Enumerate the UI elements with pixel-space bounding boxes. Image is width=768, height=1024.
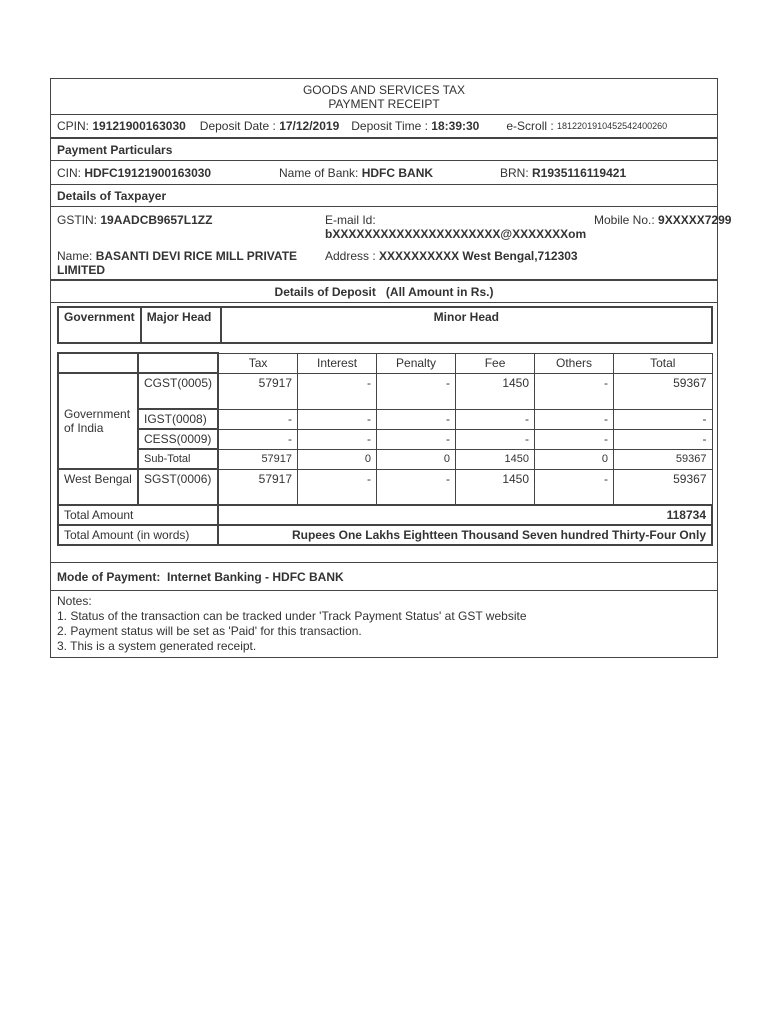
payment-particulars-heading: Payment Particulars xyxy=(51,139,717,161)
cpin-value: 19121900163030 xyxy=(92,119,186,133)
deposit-date-value: 17/12/2019 xyxy=(279,119,340,133)
receipt-title: GOODS AND SERVICES TAX xyxy=(302,83,466,97)
bank-value: HDFC BANK xyxy=(361,165,434,180)
value-cell: - xyxy=(456,409,535,429)
header-total: Total xyxy=(614,353,712,373)
value-cell: 0 xyxy=(298,449,377,469)
address-label: Address : xyxy=(325,249,376,263)
value-cell: 57917 xyxy=(218,449,298,469)
value-cell: 59367 xyxy=(614,373,712,409)
table-row xyxy=(58,373,712,409)
header-penalty: Penalty xyxy=(377,353,456,373)
name-value: BASANTI DEVI RICE MILL PRIVATE LIMITED xyxy=(57,249,298,277)
deposit-time-label: Deposit Time : xyxy=(351,119,428,133)
address-value: XXXXXXXXXX West Bengal,712303 xyxy=(379,249,578,263)
value-cell: - xyxy=(535,469,614,505)
payment-particulars-row xyxy=(51,161,717,185)
mode-value: Internet Banking - HDFC BANK xyxy=(167,569,344,584)
name-label: Name: xyxy=(57,249,93,263)
cin-label: CIN: xyxy=(57,165,81,180)
deposit-heading xyxy=(51,281,717,303)
value-cell: 59367 xyxy=(614,469,712,505)
row-head: CESS(0009) xyxy=(138,429,218,449)
header-interest: Interest xyxy=(298,353,377,373)
col-minor-head: Minor Head xyxy=(221,307,712,343)
total-words-value: Rupees One Lakhs Eightteen Thousand Seven hundred Thirty-Four Only xyxy=(218,525,712,545)
escroll-value: 1812201910452542400260 xyxy=(557,121,668,131)
col-government: Government xyxy=(58,307,141,343)
taxpayer-heading: Details of Taxpayer xyxy=(51,185,717,207)
bank-label: Name of Bank: xyxy=(279,165,359,180)
deposit-time-value: 18:39:30 xyxy=(431,119,480,133)
gstin-value: 19AADCB9657L1ZZ xyxy=(100,213,213,227)
value-cell: - xyxy=(456,429,535,449)
mobile-value: 9XXXXX7299 xyxy=(658,213,732,227)
value-cell: 0 xyxy=(535,449,614,469)
table-row xyxy=(58,429,712,449)
taxpayer-details xyxy=(51,207,732,281)
value-cell: - xyxy=(614,429,712,449)
escroll-label: e-Scroll : xyxy=(506,119,554,133)
value-cell: - xyxy=(377,429,456,449)
value-cell: 0 xyxy=(377,449,456,469)
note-item: 1. Status of the transaction can be tracked under 'Track Payment Status' at GST website xyxy=(57,609,527,623)
value-cell: - xyxy=(298,429,377,449)
deposit-tables xyxy=(51,303,717,563)
email-value: bXXXXXXXXXXXXXXXXXXXXX@XXXXXXXom xyxy=(325,227,587,241)
value-cell: 1450 xyxy=(456,449,535,469)
gstin-group xyxy=(57,213,212,227)
value-cell: - xyxy=(218,429,298,449)
address-group xyxy=(325,249,578,263)
table-row xyxy=(58,409,712,429)
table-row xyxy=(58,353,712,373)
value-cell: 1450 xyxy=(456,469,535,505)
gstin-label: GSTIN: xyxy=(57,213,98,227)
mode-label: Mode of Payment: xyxy=(57,569,161,584)
deposit-amount-note: (All Amount in Rs.) xyxy=(385,285,494,299)
blank-header-cell xyxy=(58,353,138,373)
gov-india-cell: Government of India xyxy=(58,373,138,469)
value-cell: - xyxy=(298,373,377,409)
value-cell: - xyxy=(377,409,456,429)
deposit-date-label: Deposit Date : xyxy=(199,119,276,133)
value-cell: - xyxy=(614,409,712,429)
note-item: 3. This is a system generated receipt. xyxy=(57,639,257,653)
total-amount-label: Total Amount xyxy=(58,505,218,525)
mode-of-payment xyxy=(51,563,717,591)
brn-group xyxy=(500,166,626,180)
value-cell: - xyxy=(535,373,614,409)
table-row xyxy=(58,469,712,505)
value-cell: 1450 xyxy=(456,373,535,409)
row-head: IGST(0008) xyxy=(138,409,218,429)
col-major-head: Major Head xyxy=(141,307,221,343)
value-cell: - xyxy=(535,409,614,429)
row-head: CGST(0005) xyxy=(138,373,218,409)
value-cell: - xyxy=(298,469,377,505)
name-group xyxy=(57,249,307,277)
cin-group xyxy=(57,166,211,180)
payment-receipt xyxy=(50,78,732,658)
mobile-group xyxy=(594,213,731,227)
deposit-amount-table xyxy=(57,352,713,546)
value-cell: - xyxy=(377,373,456,409)
email-group xyxy=(325,213,586,241)
row-head: SGST(0006) xyxy=(138,469,218,505)
table-row xyxy=(58,505,712,525)
receipt-header xyxy=(51,79,717,115)
table-row xyxy=(58,525,712,545)
mobile-label: Mobile No.: xyxy=(594,213,655,227)
value-cell: - xyxy=(298,409,377,429)
value-cell: - xyxy=(377,469,456,505)
value-cell: 59367 xyxy=(614,449,712,469)
value-cell: 57917 xyxy=(218,469,298,505)
bank-group xyxy=(279,166,433,180)
notes-section xyxy=(51,591,717,657)
blank-header-cell xyxy=(138,353,218,373)
note-item: 2. Payment status will be set as 'Paid' for this transaction. xyxy=(57,624,362,638)
cin-value: HDFC19121900163030 xyxy=(84,165,212,180)
value-cell: 57917 xyxy=(218,373,298,409)
total-amount-value: 118734 xyxy=(218,505,712,525)
header-fee: Fee xyxy=(456,353,535,373)
subtotal-head: Sub-Total xyxy=(138,449,218,469)
total-words-label: Total Amount (in words) xyxy=(58,525,218,545)
deposit-header-table xyxy=(57,306,713,344)
brn-label: BRN: xyxy=(500,165,529,180)
header-others: Others xyxy=(535,353,614,373)
receipt-info-row xyxy=(51,115,717,139)
email-label: E-mail Id: xyxy=(325,213,376,227)
brn-value: R1935116119421 xyxy=(532,165,627,180)
header-tax: Tax xyxy=(218,353,298,373)
cpin-label: CPIN: xyxy=(57,119,90,133)
receipt-subtitle: PAYMENT RECEIPT xyxy=(328,97,440,111)
value-cell: - xyxy=(218,409,298,429)
deposit-heading-text: Details of Deposit xyxy=(274,285,376,299)
value-cell: - xyxy=(535,429,614,449)
table-row xyxy=(58,449,712,469)
gov-state-cell: West Bengal xyxy=(58,469,138,505)
notes-title: Notes: xyxy=(57,594,92,608)
